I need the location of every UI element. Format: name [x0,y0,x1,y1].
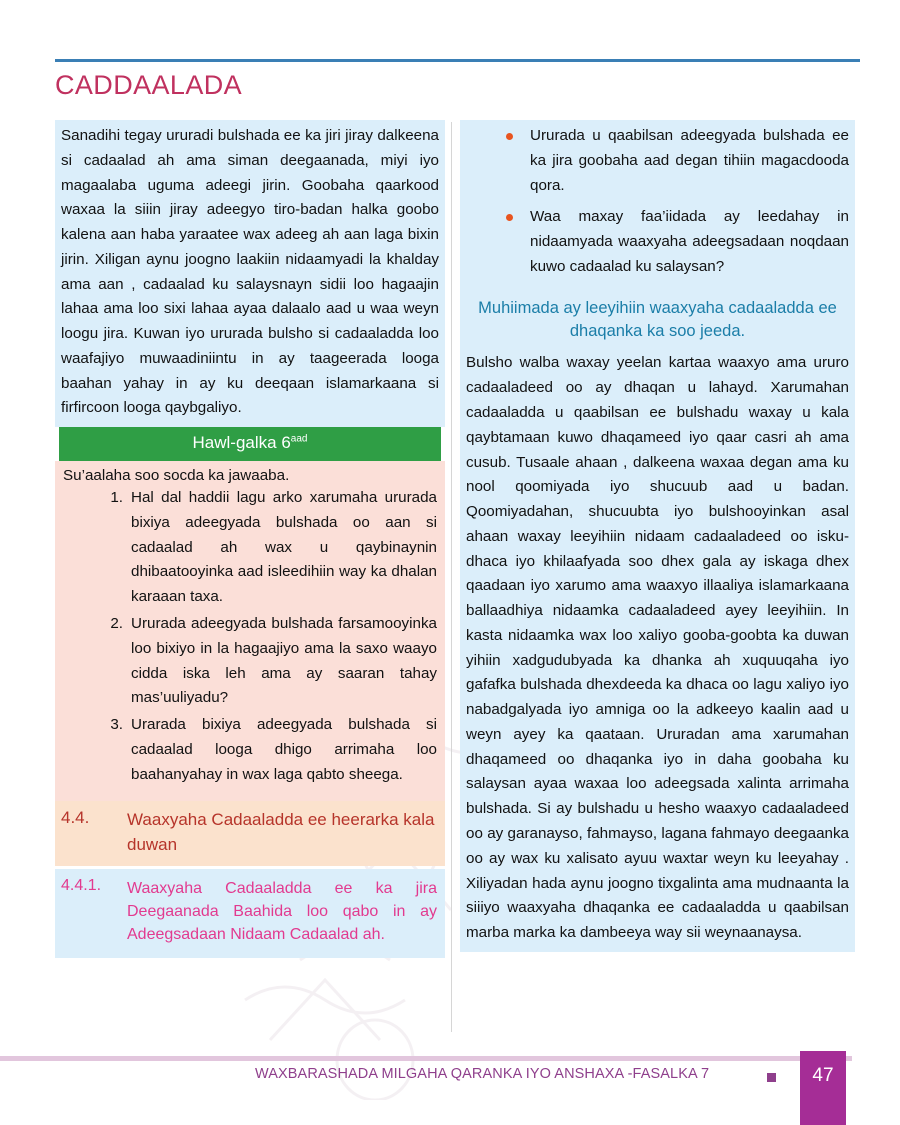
page-title: CADDAALADA [55,70,243,100]
section-title: Waaxyaha Cadaaladda ee heerarka kala duwan [127,810,435,854]
right-body-paragraph: Bulsho walba waxay yeelan kartaa waaxyo ama ururo cadaaladeed oo ay dhaqan u lahayd. Xarumahan cadaaladda u qaabilsan ee bulshadu waxay u kala qaybtamaan kuwo dhaqameed iyo qaar casri ah ama cusub. Tusaale ahaan , dalkeena waxaa degan ama ku nool qoomiyada iyo shucuub aad u badan. Qoomiyadahan, shucuubta iyo bulshooyinkan asal ahaan waxay leeyihiin nidaam cadaaladeed oo isku-dhaca iyo khilaafyada soo dhex gala ay iskaga dhex qaadaan iyo xarumo ama waaxyo illaaliya islamarkaana ballaadhiya nidaamka cadaaladeed ayey leeyihiin. In kasta nidaamka wax loo xaliyo gooba-goobta ka duwan yihiin xadgudubyada ka dhanka ah xuquuqaha iyo gafafka bulshada dhexdeeda ka dhaca oo lagu xaliyo iyo nabadgalyada iyo amniga oo la adkeeyo kaalin aad u weyn ayey ka qaataan. Ururadan ama xarumahan dhaqameed oo dhaqanka iyo in daha goobaha ku salaysan ayaa waxaa loo adeegsada xalinta arrimaha bulshada. Si ay bulshadu u hesho waaxyo cadaaladeed oo ay garanayso, fahmayso, lagana fahmayo deegaanka oo ay wax ku xalisato ayuu waxtar weyn ku leeyahay . Xiliyadan hada aynu joogno tixgalinta ama mudnaanta la siiiyo waaxyaha dhaqanka ee cadaaladda u qaabilsan marba marka ka dambeeya way sii weynaanaysa. [466,354,849,942]
questions-box [55,461,445,801]
list-item: Ururada adeegyada bulshada farsamooyinka loo bixiyo in la hagaajiyo ama la saxo waayo cidda iska leh ama ay saaran tahay mas’uuliyadu? [131,615,437,707]
top-accent-rule [55,59,860,62]
questions-list [63,486,437,787]
list-item: Ururada u qaabilsan adeegyada bulshada ee ka jira goobaha aad degan tihiin magacdooda qora. [502,124,849,198]
right-column-heading: Muhiimada ay leeyihiin waaxyaha cadaaladda ee dhaqanka ka soo jeeda. [478,298,837,341]
activity-label: Hawl-galka 6 [192,433,291,453]
subsection-title: Waaxyaha Cadaaladda ee ka jira Deegaanada Baahida loo qabo in ay Adeegsadaan Nidaam Cadaalad ah. [127,879,437,943]
section-heading-4-4-1 [55,869,445,959]
footer-square-marker [767,1073,776,1082]
column-divider [451,122,452,1032]
subsection-number: 4.4.1. [61,876,102,894]
list-item: Waa maxay faa’iidada ay leedahay in nidaamyada waaxyaha adeegsadaan noqdaan kuwo cadaalad ku salaysan? [502,205,849,279]
page-number-box [800,1051,846,1125]
section-number: 4.4. [61,808,90,828]
questions-lead: Su’aalaha soo socda ka jawaaba. [63,467,290,485]
footer-text: WAXBARASHADA MILGAHA QARANKA IYO ANSHAXA -FASALKA 7 [255,1066,710,1082]
right-blue-panel [460,120,855,952]
intro-panel [55,120,445,427]
activity-band [59,427,441,461]
list-item: Hal dal haddii lagu arko xarumaha ururada bixiya adeegyada bulshada oo aan si cadaalad ah wax u qaybinaynin dhibaatooyinka aad isleedihiin way ka dhalan karaaan taxa. [131,489,437,606]
section-heading-4-4 [55,801,445,865]
activity-superscript: aad [290,433,308,445]
left-column [55,120,445,958]
bullet-list [466,124,849,280]
intro-paragraph: Sanadihi tegay ururadi bulshada ee ka jiri jiray dalkeena si cadaalad ah ama siman deegaanada, miyi iyo magaalaba uguma adeegi jirin. Goobaha qaarkood waxaa la siiin jiray adeegyo tiro-badan halka goobo kalena aan haba yaraatee wax adeeg ah aan laga bixin jirin. Xiligan aynu joogno laakiin nidaamyadi la khalday ama aan , cadaalad ku salaysnayn sidii loo hagaajin lahaa ama loo sixi lahaa ayaa dalaalo aad u waa weyn loogu jira. Kuwan iyo ururada bulsho si cadaaladda loo waafajiyo muwaadiniintu in ay taageerada looga baahan yahay in ay ku deeqaan islamarkaana si firfircoon looga qaybgaliyo. [61,127,439,417]
page-number: 47 [812,1065,834,1086]
footer-rule [0,1056,852,1061]
right-column [460,120,855,952]
list-item: Urarada bixiya adeegyada bulshada si cadaalad looga dhigo arrimaha loo baahanyahay in wax laga qabto sheega. [131,716,437,783]
